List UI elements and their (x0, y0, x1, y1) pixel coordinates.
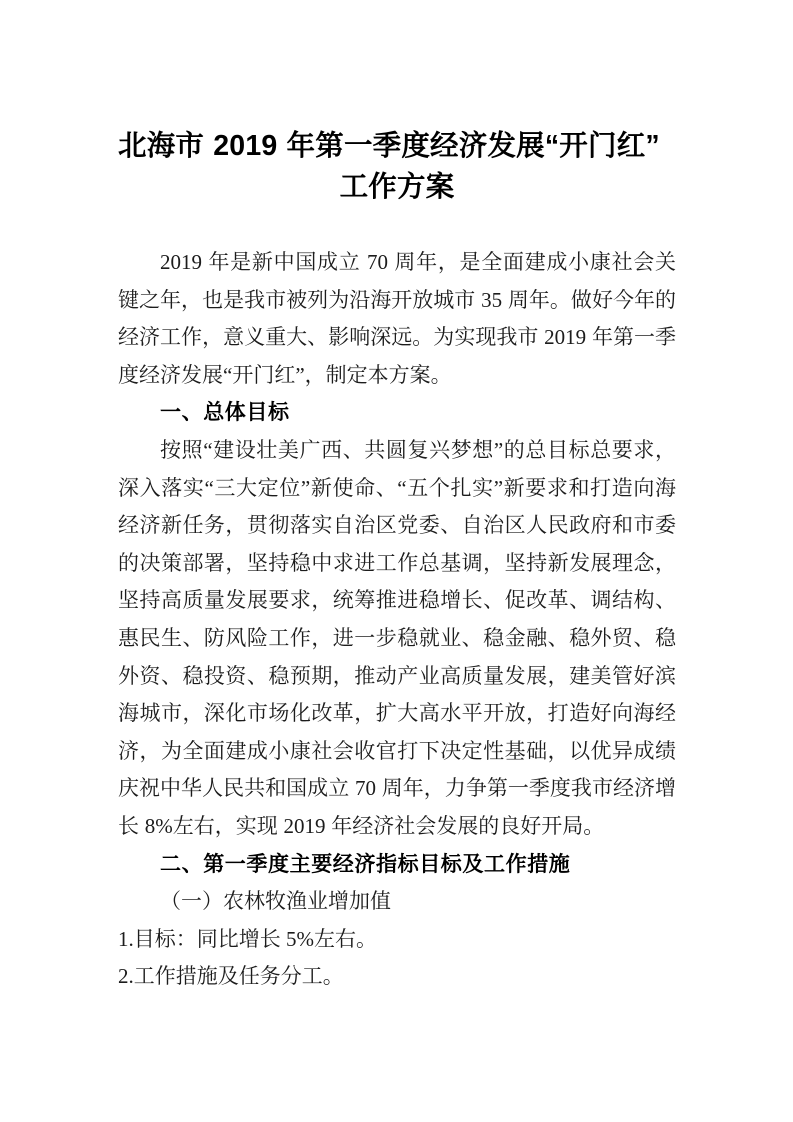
intro-paragraph: 2019 年是新中国成立 70 周年，是全面建成小康社会关键之年，也是我市被列为沿海开放城市 35 周年。做好今年的经济工作，意义重大、影响深远。为实现我市 2019 年第一季度经济发展“开门红”，制定本方案。 (118, 250, 676, 387)
overall-goal-paragraph: 按照“建设壮美广西、共圆复兴梦想”的总目标总要求，深入落实“三大定位”新使命、“五个扎实”新要求和打造向海经济新任务，贯彻落实自治区党委、自治区人民政府和市委的决策部署，坚持稳中求进工作总基调，坚持新发展理念，坚持高质量发展要求，统筹推进稳增长、促改革、调结构、惠民生、防风险工作，进一步稳就业、稳金融、稳外贸、稳外资、稳投资、稳预期，推动产业高质量发展，建美管好滨海城市，深化市场化改革，扩大高水平开放，打造好向海经济，为全面建成小康社会收官打下决定性基础，以优异成绩庆祝中华人民共和国成立 70 周年，力争第一季度我市经济增长 8%左右，实现 2019 年经济社会发展的良好开局。 (118, 437, 676, 838)
document-content-column (118, 0, 676, 996)
page-title (118, 0, 676, 208)
list-item-measures: 2.工作措施及任务分工。 (118, 964, 344, 989)
subsection-heading-1: （一）农林牧渔业增加值 (160, 889, 391, 914)
list-item-target: 1.目标：同比增长 5%左右。 (118, 926, 377, 951)
section-heading-2: 二、第一季度主要经济指标目标及工作措施 (160, 852, 571, 876)
section-heading-1: 一、总体目标 (160, 401, 290, 425)
page-title-line-2: 工作方案 (339, 171, 455, 203)
document-body (118, 244, 676, 996)
page-title-line-1: 北海市 2019 年第一季度经济发展“开门红” (118, 130, 660, 162)
